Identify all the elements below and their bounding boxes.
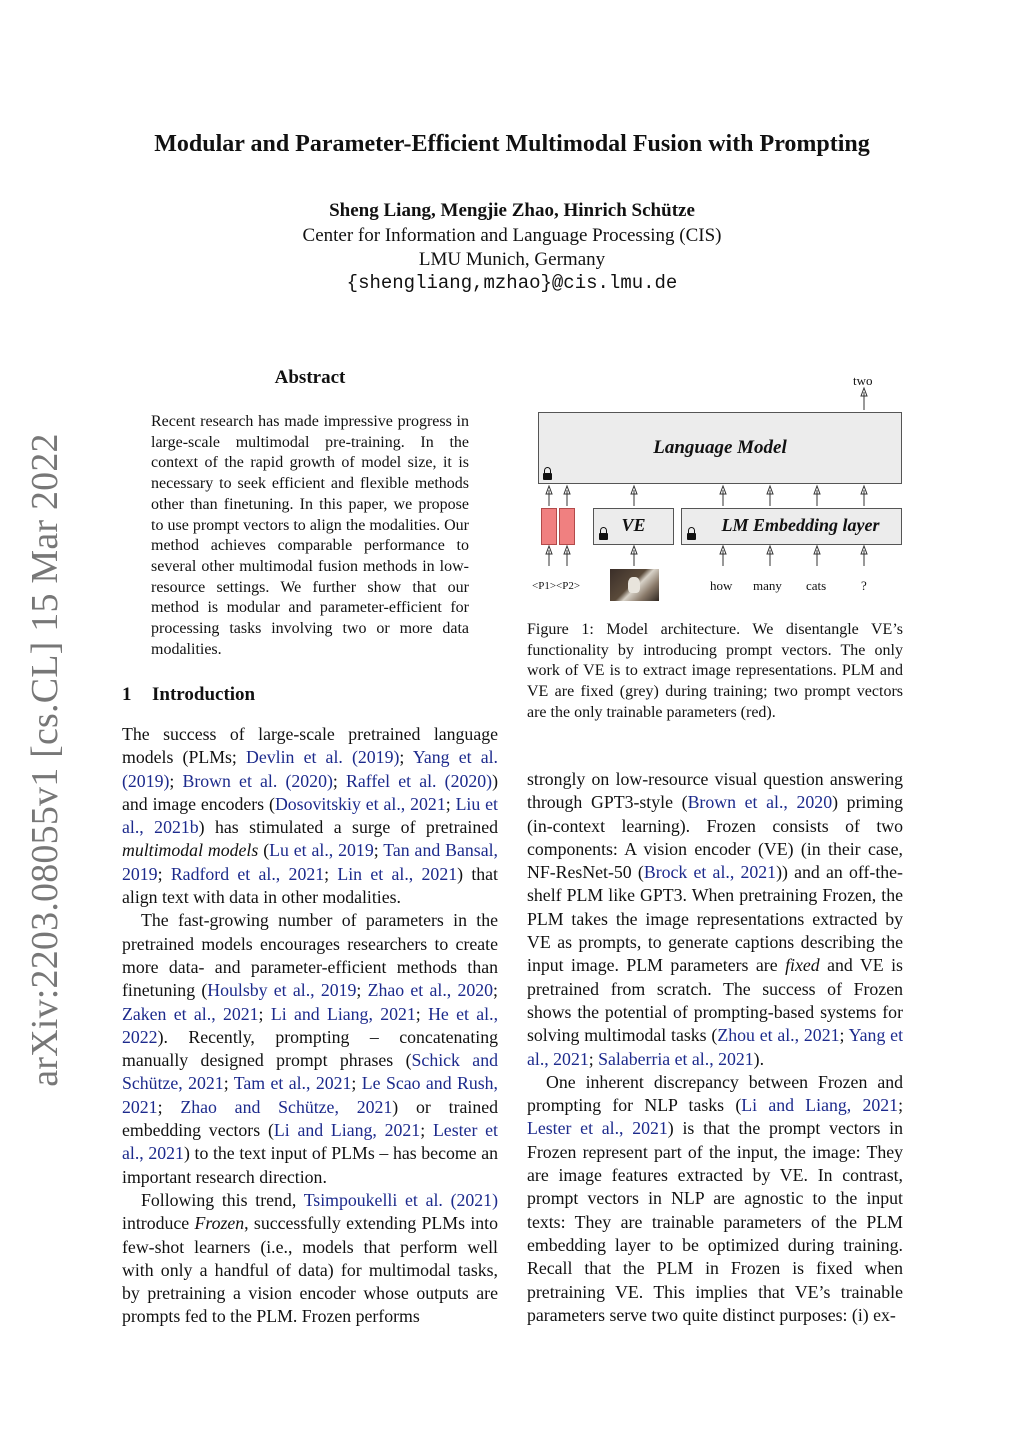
section-number: 1 — [122, 684, 132, 705]
arrow — [564, 546, 570, 566]
citation-link[interactable]: Li and Liang, 2021 — [270, 1003, 416, 1024]
affiliation-line-2: LMU Munich, Germany — [418, 249, 606, 270]
arrow — [546, 546, 552, 566]
input-word: cats — [806, 578, 827, 593]
arxiv-id: arXiv:2203.08055v1 [cs.CL] 15 Mar 2022 — [24, 433, 66, 1087]
affiliation-line-1: Center for Information and Language Processing (CIS) — [302, 225, 722, 246]
paragraph: One inherent discrepancy between Frozen and prompting for NLP tasks (Li and Liang, 2021; Lester et al., 2021) is that the prompt vectors in Frozen represent part of the input, the image: They are image features extracted by VE. In contrast, prompt vectors in NLP are agnostic to the input texts: They are trainable parameters of the PLM embedding layer to be optimized during training. Recall that the PLM in Frozen is fixed when pretraining VE. This implies that VE’s trainable parameters serve two quite distinct purposes: (i) ex- — [527, 1071, 904, 1325]
paragraph: Following this trend, Tsimpoukelli et al. (2021) introduce Frozen, successfully extending PLMs into few-shot learners (i.e., models that perform well with only a handful of data) for multimodal tasks, by pretraining a vision encoder whose outputs are prompts fed to the PLM. Frozen performs — [122, 1189, 498, 1327]
embedding-layer-label: LM Embedding layer — [721, 515, 880, 535]
citation-link[interactable]: Zaken et al., 2021 — [122, 1003, 259, 1024]
citation-link[interactable]: Brown et al., 2020 — [687, 792, 833, 813]
language-model-label: Language Model — [653, 437, 787, 458]
arrow — [631, 486, 637, 506]
arrow — [564, 486, 570, 506]
arrow — [631, 546, 637, 566]
figure-caption: Figure 1: Model architecture. We disentangle VE’s functionality by introducing prompt vectors. The only work of VE is to extract image representations. PLM and VE are fixed (grey) during training; two prompt vectors are the only trainable parameters (red). — [527, 621, 903, 721]
abstract-heading: Abstract — [274, 367, 346, 388]
citation-link[interactable]: Li and Liang, 2021 — [741, 1095, 899, 1116]
vision-encoder-label: VE — [621, 515, 646, 535]
author-email: {shengliang,mzhao}@cis.lmu.de — [346, 272, 678, 294]
arrow — [767, 486, 773, 506]
input-word: how — [710, 578, 733, 593]
input-word: many — [753, 578, 782, 593]
lock-icon — [687, 533, 696, 540]
citation-link[interactable]: Lester et al., 2021 — [122, 1120, 498, 1164]
prompt-vector-1 — [541, 508, 557, 545]
author-list: Sheng Liang, Mengjie Zhao, Hinrich Schütze — [329, 200, 695, 221]
lock-icon — [543, 473, 552, 480]
citation-link[interactable]: Zhao and Schütze, 2021 — [180, 1096, 393, 1117]
citation-link[interactable]: Schick and Schütze, 2021 — [122, 1050, 498, 1094]
arxiv-stamp — [10, 433, 80, 1087]
paragraph: The success of large-scale pretrained language models (PLMs; Devlin et al. (2019); Yang et al. (2019); Brown et al. (2020); Raffel et al. (2020)) and image encoders (Dosovitskiy et al., 2021; Liu et al., 2021b) has stimulated a surge of pretrained multimodal models (Lu et al., 2019; Tan and Bansal, 2019; Radford et al., 2021; Lin et al., 2021) that align text with data in other modalities. — [122, 724, 499, 908]
citation-link[interactable]: Lin et al., 2021 — [337, 863, 458, 884]
arrow — [767, 546, 773, 566]
lock-icon — [599, 533, 608, 540]
citation-link[interactable]: Tsimpoukelli et al. (2021) — [303, 1189, 498, 1210]
citation-link[interactable]: Zhao et al., 2020 — [367, 980, 494, 1001]
citation-link[interactable]: Brock et al., 2021 — [643, 862, 777, 883]
paper-title: Modular and Parameter-Efficient Multimodal Fusion with Prompting — [154, 131, 870, 157]
citation-link[interactable]: Yang et al., 2021 — [527, 1025, 904, 1069]
section-title: Introduction — [152, 684, 256, 705]
abstract-body: Recent research has made impressive progress in large-scale multimodal pre-training. In the context of the rapid growth of model size, it is necessary to seek efficient and flexible methods other than finetuning. In this paper, we propose to use prompt vectors to align the modalities. Our method achieves comparable performance to several other multimodal fusion methods in low-resource settings. We further show that our method is modular and parameter-efficient for processing tasks involving two or more data modalities. — [151, 413, 469, 658]
citation-link[interactable]: Tan and Bansal, 2019 — [122, 840, 498, 884]
citation-link[interactable]: Tam et al., 2021 — [233, 1073, 352, 1094]
citation-link[interactable]: Raffel et al. (2020) — [345, 770, 493, 791]
citation-link[interactable]: Salaberria et al., 2021 — [598, 1048, 754, 1069]
prompt-labels: <P1><P2> — [532, 580, 581, 592]
arrow — [720, 486, 726, 506]
citation-link[interactable]: Devlin et al. (2019) — [246, 747, 400, 768]
paragraph: The fast-growing number of parameters in the pretrained models encourages researchers to create more data- and parameter-efficient methods than finetuning (Houlsby et al., 2019; Zhao et al., 2020; Zaken et al., 2021; Li and Liang, 2021; He et al., 2022). Recently, prompting – concatenating manually designed prompt phrases (Schick and Schütze, 2021; Tam et al., 2021; Le Scao and Rush, 2021; Zhao and Schütze, 2021) or trained embedding vectors (Li and Liang, 2021; Lester et al., 2021) to the text input of PLMs – has become an important research direction. — [122, 910, 499, 1187]
citation-link[interactable]: Zhou et al., 2021 — [717, 1025, 840, 1046]
citation-link[interactable]: Dosovitskiy et al., 2021 — [274, 793, 446, 814]
citation-link[interactable]: Le Scao and Rush, 2021 — [122, 1073, 498, 1117]
arrow — [861, 486, 867, 506]
language-model-block — [538, 412, 902, 484]
embedding-layer-block — [681, 508, 902, 545]
arrow — [814, 546, 820, 566]
arrow — [546, 486, 552, 506]
input-word: ? — [861, 578, 867, 593]
citation-link[interactable]: Yang et al. (2019) — [122, 747, 498, 791]
citation-link[interactable]: Lester et al., 2021 — [527, 1118, 668, 1139]
arrow — [814, 486, 820, 506]
output-word: two — [853, 373, 873, 388]
right-column — [527, 768, 903, 1327]
citation-link[interactable]: He et al., 2022 — [122, 1003, 499, 1047]
input-cat-image — [610, 569, 659, 601]
citation-link[interactable]: Lu et al., 2019 — [269, 840, 374, 861]
citation-link[interactable]: Li and Liang, 2021 — [273, 1120, 421, 1141]
citation-link[interactable]: Radford et al., 2021 — [170, 863, 325, 884]
citation-link[interactable]: Houlsby et al., 2019 — [207, 980, 357, 1001]
figure-model-architecture — [527, 370, 909, 615]
arrow — [861, 546, 867, 566]
prompt-vector-2 — [559, 508, 575, 545]
vision-encoder-block — [593, 508, 674, 545]
left-column — [122, 723, 498, 1329]
citation-link[interactable]: Liu et al., 2021b — [122, 793, 498, 838]
arrow — [720, 546, 726, 566]
paragraph: strongly on low-resource visual question answering through GPT3-style (Brown et al., 2020) priming (in-context learning). Frozen consists of two components: A vision encoder (VE) (in their case, NF-ResNet-50 (Brock et al., 2021)) and an off-the-shelf PLM like GPT3. When pretraining Frozen, the PLM takes the image representations extracted by VE as prompts, to generate captions describing the input image. PLM parameters are fixed and VE is pretrained from scratch. The success of Frozen shows the potential of prompting-based systems for solving multimodal tasks (Zhou et al., 2021; Yang et al., 2021; Salaberria et al., 2021). — [527, 769, 904, 1069]
section-heading — [122, 684, 255, 706]
citation-link[interactable]: Brown et al. (2020) — [182, 770, 333, 791]
output-arrow — [861, 388, 867, 410]
